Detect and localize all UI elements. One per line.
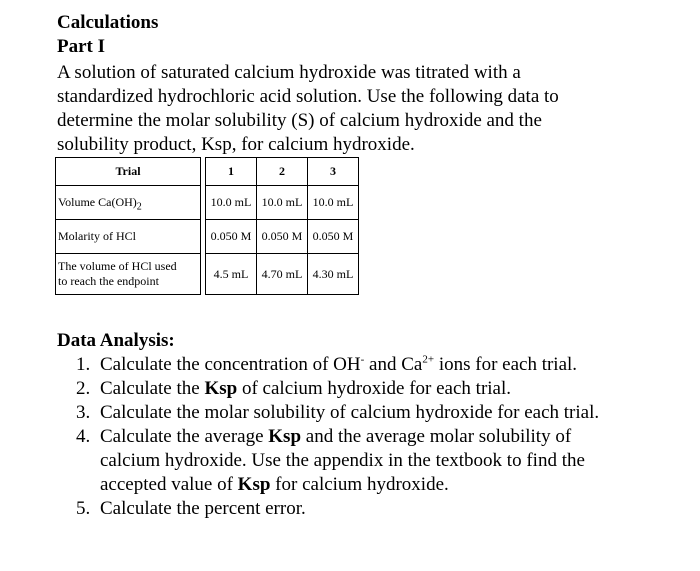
row-label-volume: Volume $Ca(OH)_2$ xyxy=(56,186,201,220)
header-trial-2: 2 xyxy=(257,158,308,186)
list-item: 5. Calculate the percent error. xyxy=(76,498,306,519)
table-cell: 0.050 M xyxy=(308,220,359,254)
table-cell: 10.0 mL xyxy=(257,186,308,220)
row-label-hcl-volume: The volume of HCl used to reach the endpoint xyxy=(56,254,201,295)
intro-line: standardized hydrochloric acid solution. Use the following data to xyxy=(57,86,559,107)
list-item: 4. Calculate the average Ksp and the average molar solubility of calcium hydroxide. Use the appendix in the textbook to find the accepted value of Ksp for calcium hydroxide. xyxy=(76,426,585,495)
table-cell: 4.5 mL xyxy=(206,254,257,295)
header-trial: Trial xyxy=(56,158,201,186)
intro-line: determine the molar solubility (S) of calcium hydroxide and the xyxy=(57,110,542,131)
table-cell: 4.70 mL xyxy=(257,254,308,295)
list-item: 1. Calculate the concentration of OH- and $Ca^{2+}$ ions for each trial. xyxy=(76,353,578,375)
list-item: 2. Calculate the Ksp of calcium hydroxide for each trial. xyxy=(76,378,512,399)
table-cell: 0.050 M xyxy=(206,220,257,254)
table-row xyxy=(56,220,359,254)
header-trial-3: 3 xyxy=(308,158,359,186)
table-cell: 10.0 mL xyxy=(206,186,257,220)
header-trial-1: 1 xyxy=(206,158,257,186)
table-row xyxy=(56,186,359,220)
table-cell: 0.050 M xyxy=(257,220,308,254)
analysis-title: Data Analysis: xyxy=(57,330,175,351)
row-label-molarity: Molarity of HCl xyxy=(56,220,201,254)
heading: Calculations xyxy=(57,12,159,33)
intro-line: solubility product, Ksp, for calcium hydroxide. xyxy=(57,134,415,155)
list-item: 3. Calculate the molar solubility of calcium hydroxide for each trial. xyxy=(76,402,600,423)
table-header-row xyxy=(56,158,359,186)
intro-line: A solution of saturated calcium hydroxide was titrated with a xyxy=(57,62,521,83)
table-row xyxy=(56,254,359,295)
titration-data-table xyxy=(55,157,359,295)
intro-paragraph xyxy=(57,61,657,157)
table-cell: 10.0 mL xyxy=(308,186,359,220)
analysis-steps xyxy=(76,353,676,521)
part-title: Part I xyxy=(57,36,106,57)
table-cell: 4.30 mL xyxy=(308,254,359,295)
